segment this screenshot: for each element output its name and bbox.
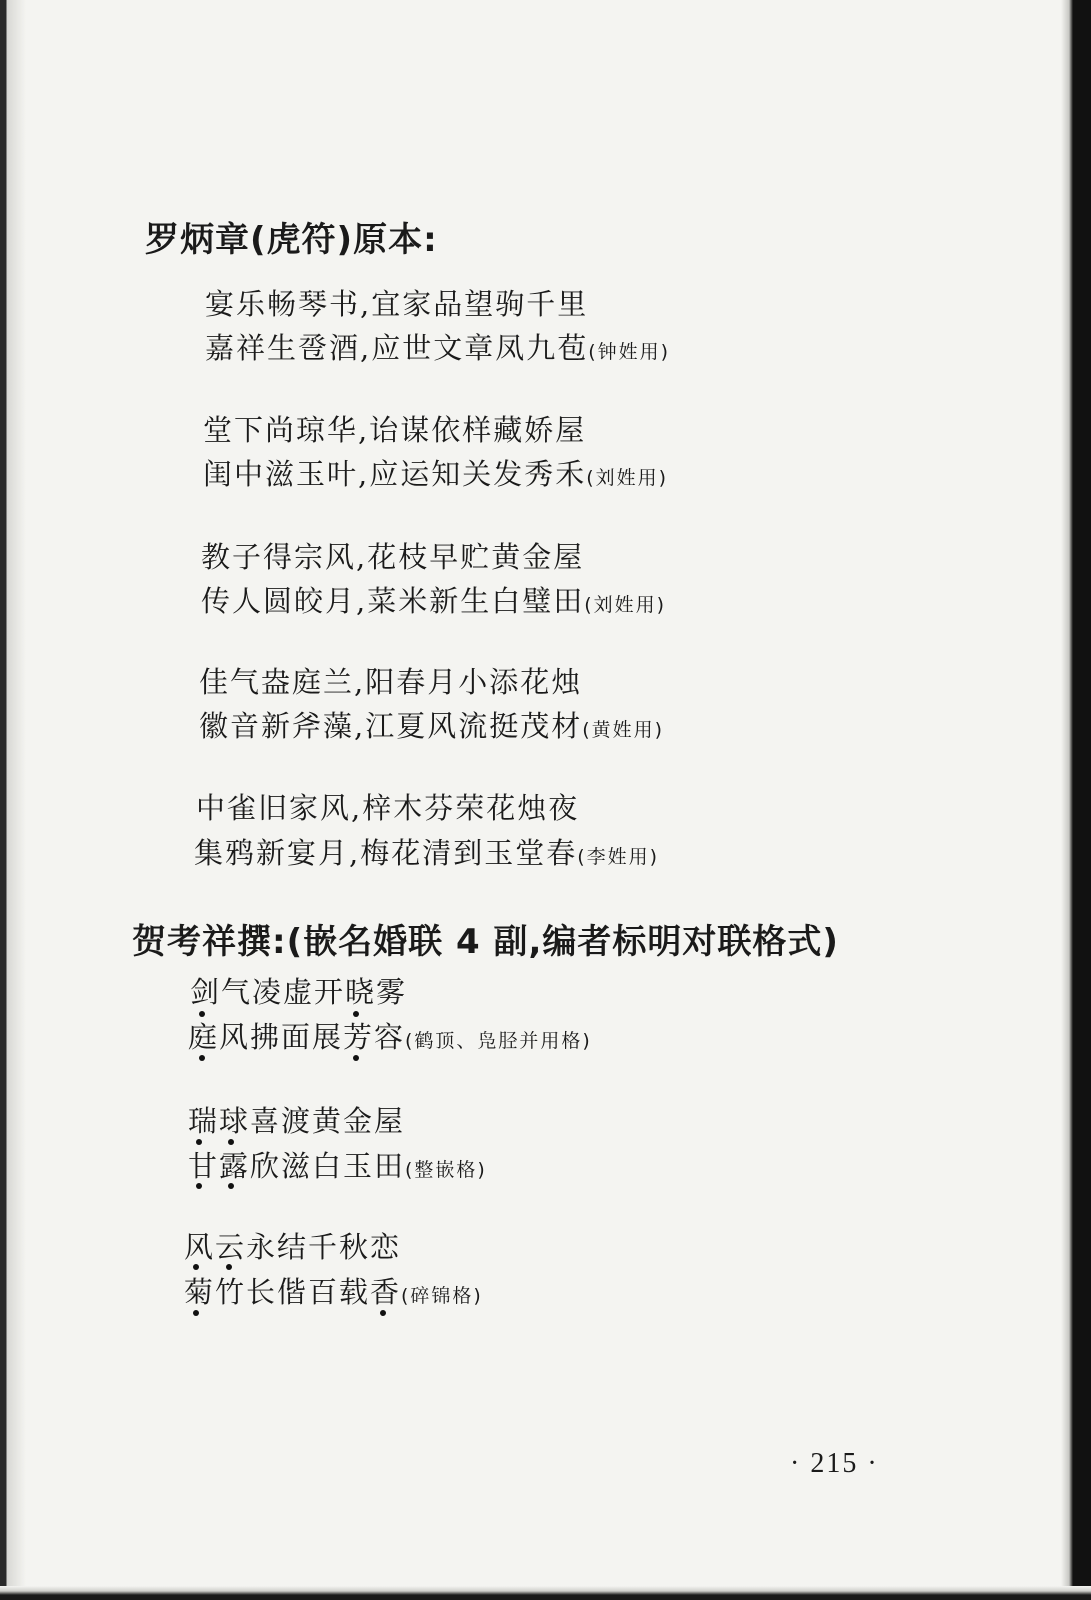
couplet-text: 徽音新斧藻,江夏风流挺茂材 [199, 709, 583, 743]
couplet-text: 菊竹长偕百载香 [184, 1275, 402, 1309]
couplet-line [205, 326, 670, 367]
emphasis-dot [196, 1183, 202, 1189]
couplet-line: 教子得宗风,花枝早贮黄金屋 [201, 540, 585, 574]
emphasis-dot [226, 1264, 232, 1270]
couplet-note: (钟姓用) [588, 341, 671, 363]
couplet-note: (刘姓用) [584, 594, 667, 616]
couplet-line: 宴乐畅琴书,宜家品望驹千里 [205, 287, 589, 321]
couplet-text: 嘉祥生卺酒,应世文章凤九苞 [205, 331, 589, 365]
couplet-line: 瑞球喜渡黄金屋 [188, 1104, 406, 1138]
couplet-line: 中雀旧家风,梓木芬荣花烛夜 [196, 791, 580, 825]
couplet-text: 集鸦新宴月,梅花清到玉堂春 [194, 836, 578, 870]
couplet-text: 庭风拂面展芳容 [188, 1020, 406, 1054]
couplet-note: (黄姓用) [582, 719, 665, 741]
couplet-line [203, 452, 668, 493]
couplet-line [194, 831, 659, 872]
couplet-note: (刘姓用) [586, 467, 669, 489]
couplet-line [184, 1270, 483, 1311]
page-edge-left [0, 0, 26, 1600]
couplet-line [188, 1144, 487, 1185]
couplet-line: 风云永结千秋恋 [184, 1230, 402, 1264]
couplet-note: (碎锦格) [401, 1285, 483, 1307]
emphasis-dot [193, 1264, 199, 1270]
couplet-note: (整嵌格) [405, 1159, 487, 1181]
page-number: · 215 · [790, 1448, 879, 1479]
emphasis-dot [196, 1139, 202, 1145]
section2-heading: 贺考祥撰:(嵌名婚联 4 副,编者标明对联格式) [132, 922, 839, 962]
couplet-line [201, 579, 666, 620]
couplet-line [188, 1015, 592, 1056]
couplet-note: (李姓用) [577, 846, 660, 868]
emphasis-dot [199, 1011, 205, 1017]
emphasis-dot [199, 1055, 205, 1061]
emphasis-dot [353, 1055, 359, 1061]
section1-heading: 罗炳章(虎符)原本: [145, 220, 438, 260]
couplet-text: 传人圆皎月,菜米新生白璧田 [201, 584, 585, 618]
emphasis-dot [228, 1183, 234, 1189]
couplet-line: 剑气凌虚开晓雾 [190, 975, 408, 1009]
emphasis-dot [380, 1310, 386, 1316]
couplet-text: 甘露欣滋白玉田 [188, 1149, 406, 1183]
couplet-note: (鹤顶、凫胫并用格) [405, 1030, 592, 1052]
emphasis-dot [193, 1310, 199, 1316]
couplet-text: 闺中滋玉叶,应运知关发秀禾 [203, 457, 587, 491]
couplet-line: 佳气盎庭兰,阳春月小添花烛 [199, 665, 583, 699]
page-edge-bottom [0, 1586, 1091, 1600]
page-edge-right [1061, 0, 1091, 1600]
emphasis-dot [353, 1011, 359, 1017]
emphasis-dot [228, 1139, 234, 1145]
couplet-line: 堂下尚琼华,诒谋依样藏娇屋 [203, 413, 587, 447]
couplet-line [199, 704, 664, 745]
